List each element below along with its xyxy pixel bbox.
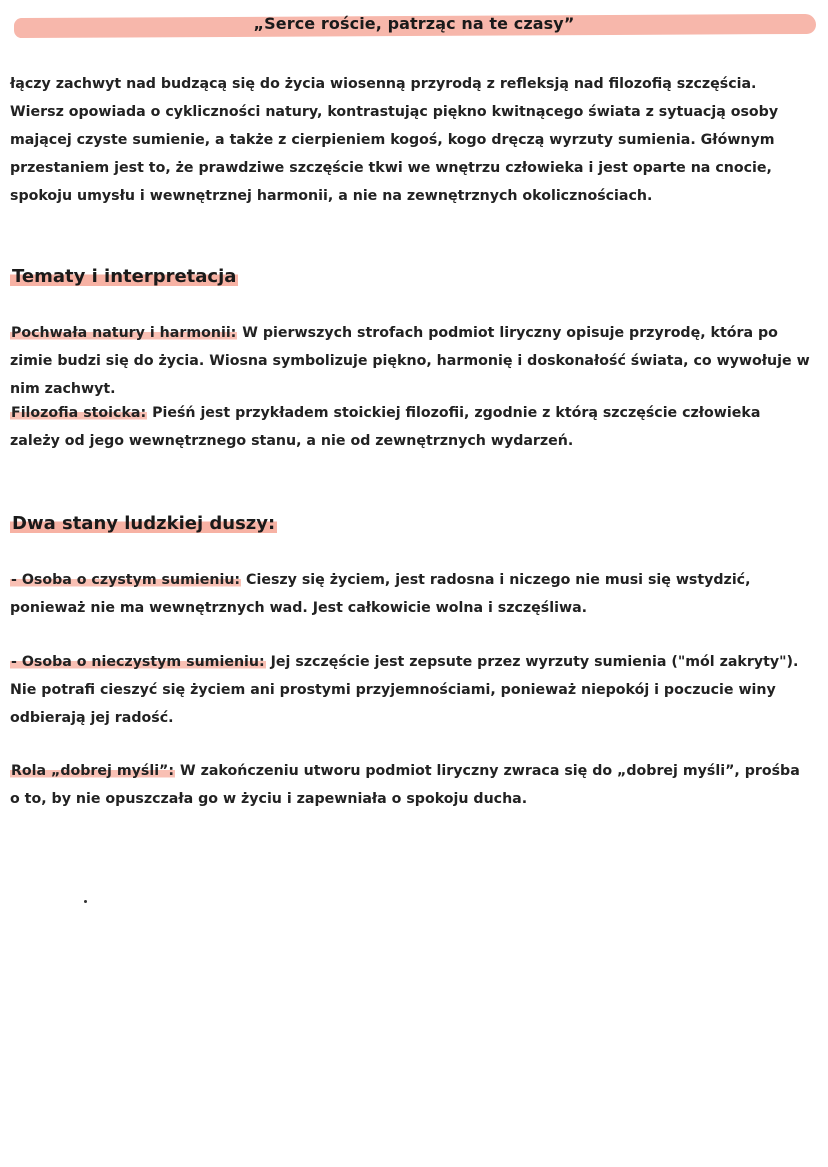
paragraph-unclean-conscience xyxy=(10,648,810,732)
section-heading-soul-text: Dwa stany ludzkiej duszy: xyxy=(12,513,276,534)
label-nature: Pochwała natury i harmonii: xyxy=(11,325,237,341)
paragraph-nature xyxy=(10,319,810,403)
text-nature: W pierwszych strofach podmiot liryczny opisuje przyrodę, która po zimie budzi się do życia. Wiosna symbolizuje piękno, harmonię i doskonałość świata, co wywołuje w nim zachwyt. xyxy=(10,325,810,397)
label-good-thought: Rola „dobrej myśli”: xyxy=(11,763,175,779)
label-clean-conscience: - Osoba o czystym sumieniu: xyxy=(11,572,241,588)
page-title: „Serce roście, patrząc na te czasy” xyxy=(253,14,575,33)
paragraph-stoic xyxy=(10,399,810,455)
intro-paragraph: łączy zachwyt nad budzącą się do życia wiosenną przyrodą z refleksją nad filozofią szczęścia. Wiersz opowiada o cykliczności natury, kontrastując piękno kwitnącego świata z sytuacją osoby mającej czyste sumienie, a także z cierpieniem kogoś, kogo dręczą wyrzuty sumienia. Głównym przestaniem jest to, że prawdziwe szczęście tkwi we wnętrzu człowieka i jest oparte na cnocie, spokoju umysłu i wewnętrznej harmonii, a nie na zewnętrznych okolicznościach. xyxy=(10,76,779,204)
text-clean-conscience: Cieszy się życiem, jest radosna i niczego nie musi się wstydzić, ponieważ nie ma wewnętrznych wad. Jest całkowicie wolna i szczęśliwa. xyxy=(10,572,751,616)
section-heading-themes xyxy=(10,263,238,291)
text-stoic: Pieśń jest przykładem stoickiej filozofii, zgodnie z którą szczęście człowieka zależy od jego wewnętrznego stanu, a nie od zewnętrznych wydarzeń. xyxy=(10,405,761,449)
section-heading-soul xyxy=(10,510,277,538)
label-stoic: Filozofia stoicka: xyxy=(11,405,147,421)
label-unclean-conscience: - Osoba o nieczystym sumieniu: xyxy=(11,654,265,670)
text-unclean-conscience: Jej szczęście jest zepsute przez wyrzuty sumienia ("mól zakryty"). Nie potrafi cieszyć się życiem ani prostymi przyjemnościami, ponieważ niepokój i poczucie winy odbierają jej radość. xyxy=(10,654,799,726)
section-heading-themes-text: Tematy i interpretacja xyxy=(12,266,237,287)
paragraph-good-thought xyxy=(10,757,810,813)
paragraph-clean-conscience xyxy=(10,566,810,622)
stray-dot xyxy=(84,900,87,903)
text-good-thought: W zakończeniu utworu podmiot liryczny zwraca się do „dobrej myśli”, prośba o to, by nie opuszczała go w życiu i zapewniała o spokoju ducha. xyxy=(10,763,800,807)
